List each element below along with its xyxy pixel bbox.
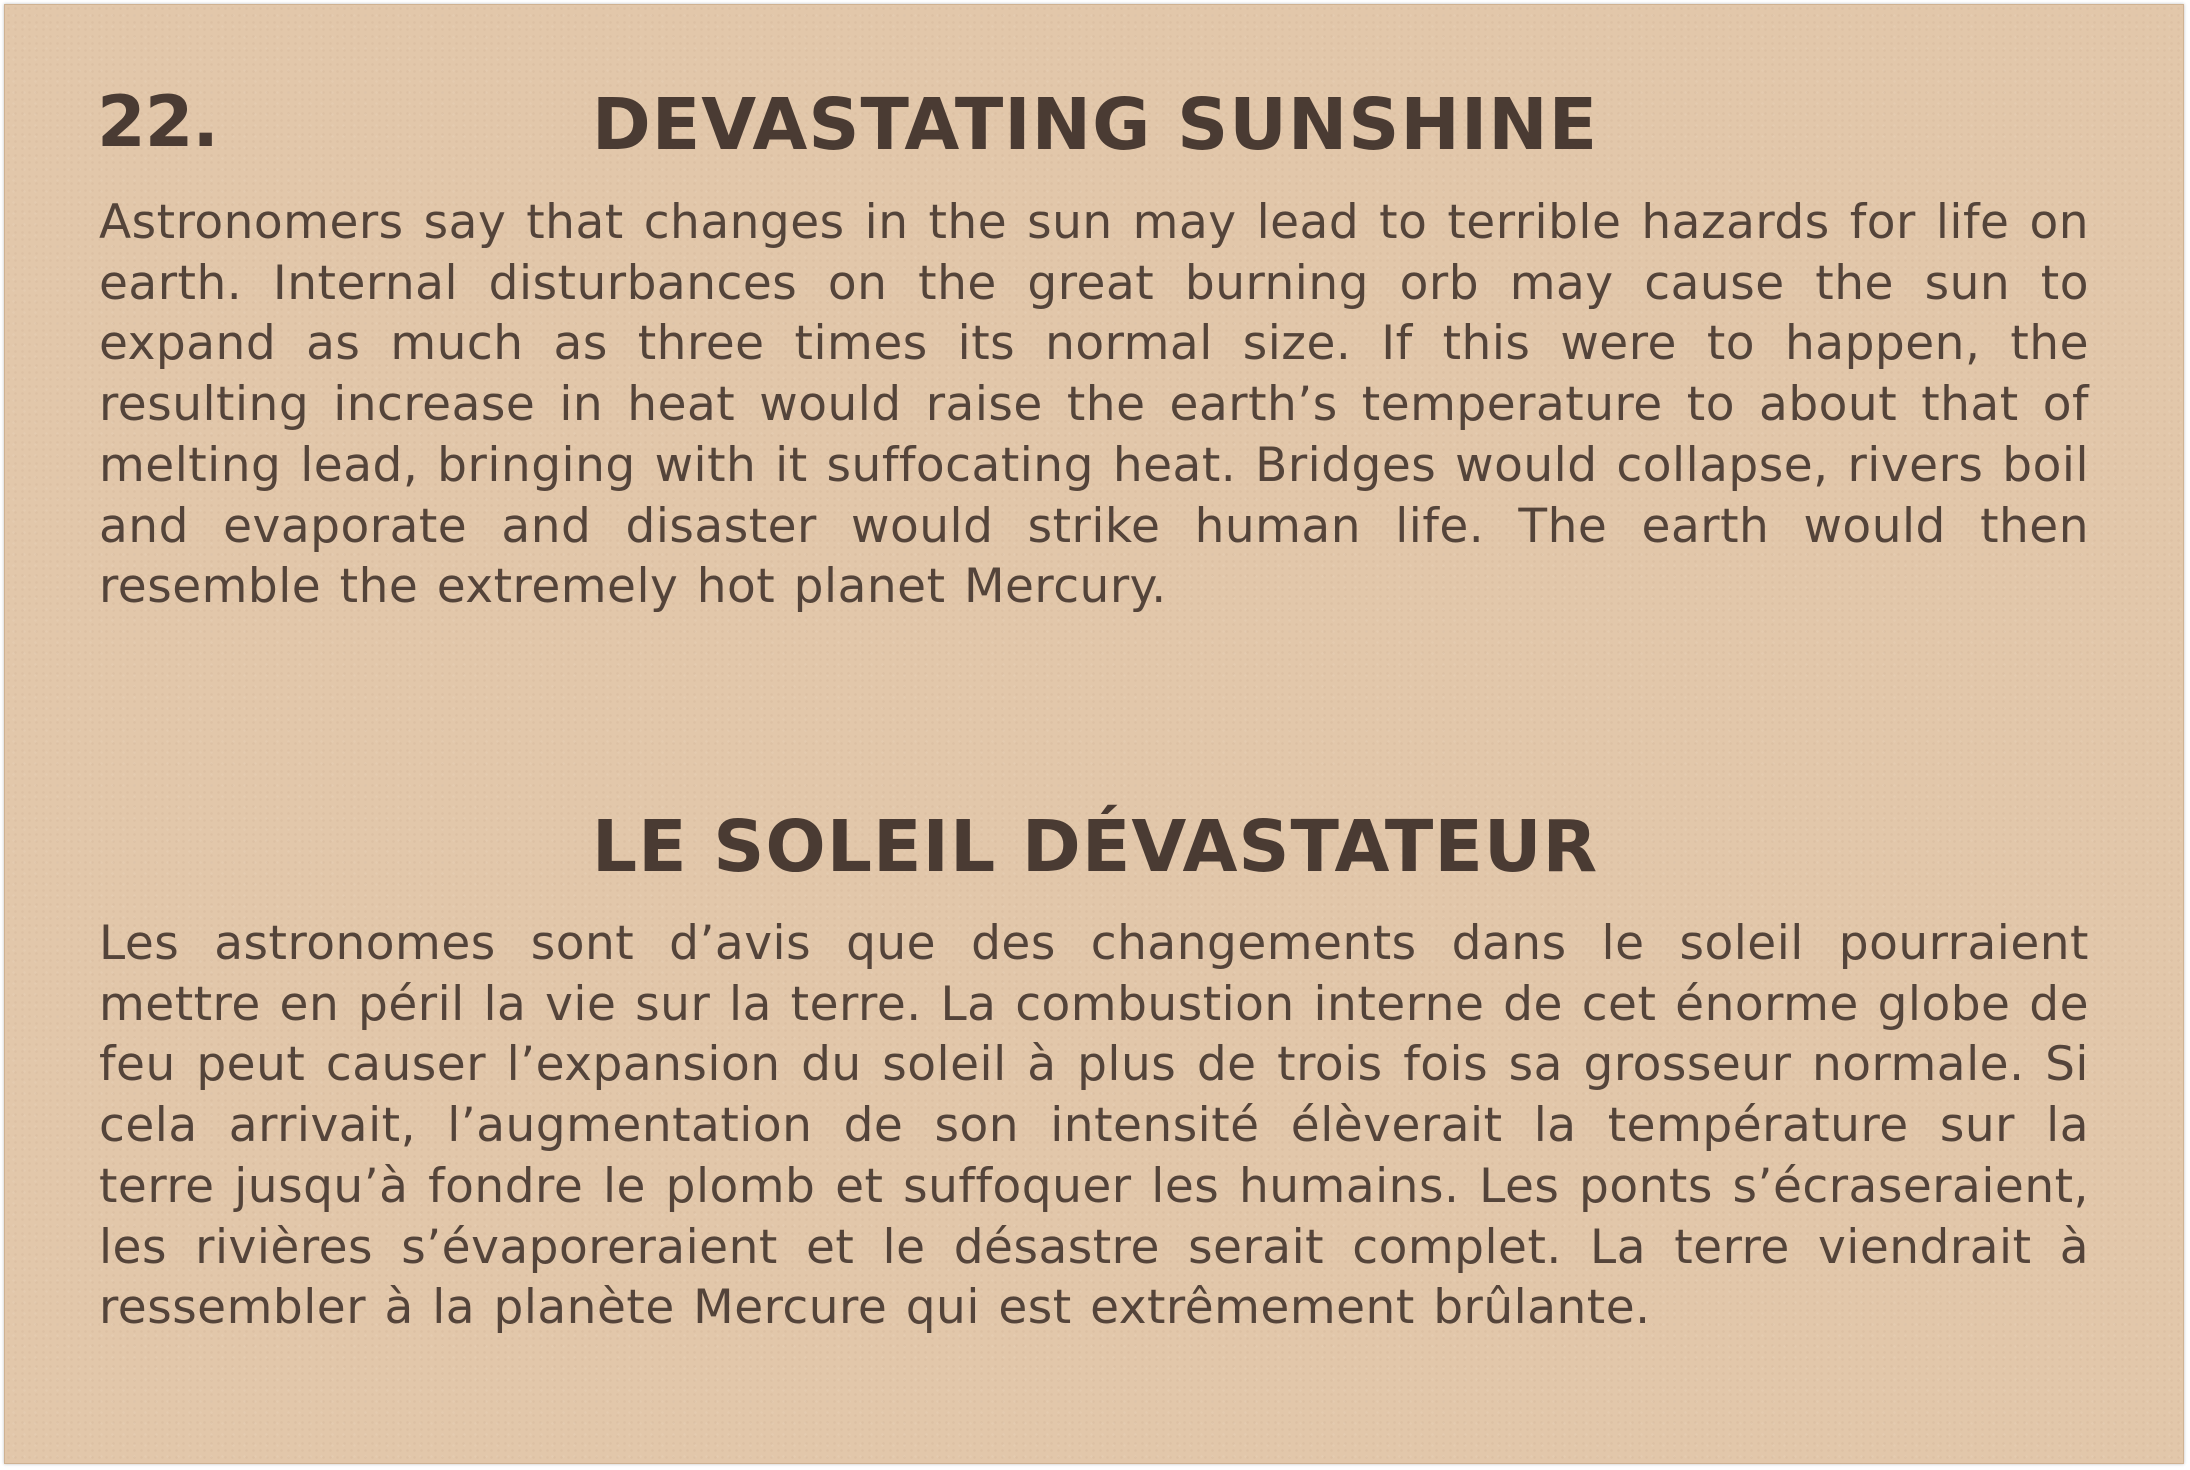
english-description: Astronomers say that changes in the sun may lead to terrible hazards for life on earth. Internal disturbances on the great burning orb may cause the sun to expand as much as three times its normal size. If this were to happen, the resulting increase in heat would raise the earth’s temperature to about that of melting lead, bringing with it suffocating heat. Bridges would collapse, rivers boil and evaporate and disaster would strike human life. The earth would then resemble the extremely hot planet Mercury.: [99, 195, 2089, 615]
english-title: DEVASTATING SUNSHINE: [591, 83, 1599, 166]
french-description: Les astronomes sont d’avis que des changements dans le soleil pourraient mettre en péril la vie sur la terre. La combustion interne de cet énorme globe de feu peut causer l’expansion du soleil à plus de trois fois sa grosseur normale. Si cela arrivait, l’augmentation de son intensité élèverait la température sur la terre jusqu’à fondre le plomb et suffoquer les humains. Les ponts s’écraseraient, les rivières s’évaporeraient et le désastre serait complet. La terre viendrait à ressembler à la planète Mercure qui est extrêmement brûlante.: [99, 916, 2089, 1336]
french-title: LE SOLEIL DÉVASTATEUR: [591, 805, 1599, 888]
trading-card-back: [4, 4, 2184, 1464]
card-number: 22.: [97, 81, 219, 163]
